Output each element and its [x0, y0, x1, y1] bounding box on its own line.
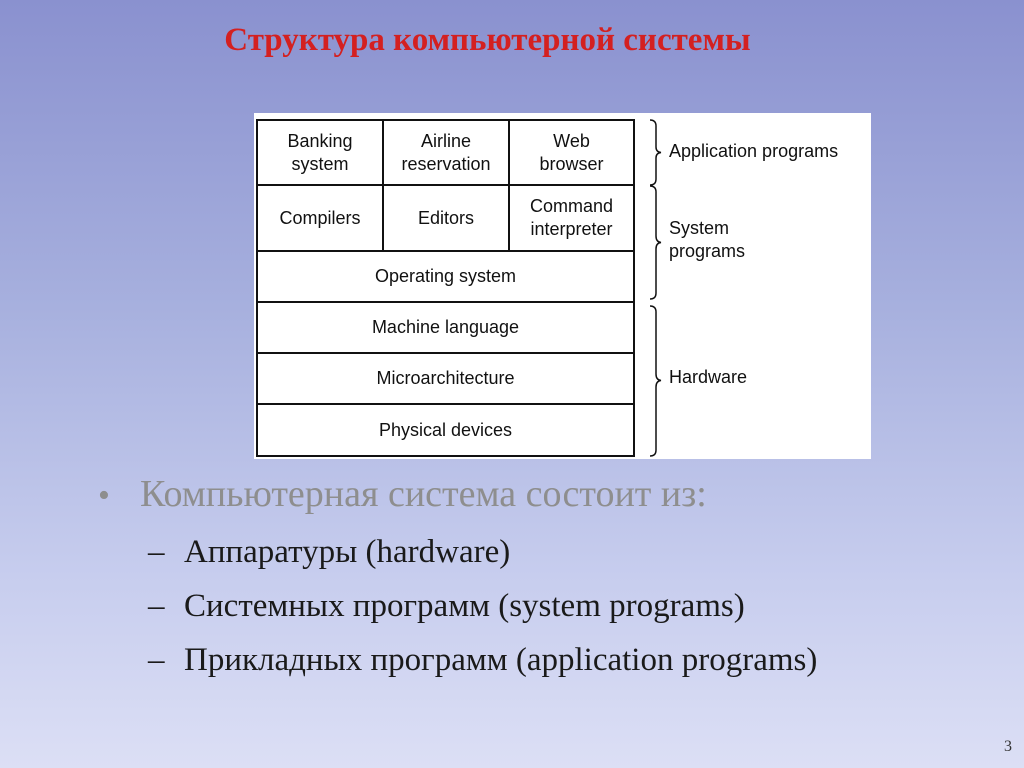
- bullet-dot-icon: •: [98, 477, 110, 514]
- sub-bullet-text: Системных программ (system programs): [184, 588, 745, 624]
- cell-operating-system: Operating system: [256, 250, 635, 303]
- label-application-programs: Application programs: [669, 141, 839, 161]
- main-bullet-text: Компьютерная система состоит из:: [140, 473, 707, 515]
- application-brace: [648, 119, 662, 186]
- sub-bullet-application-programs: [148, 642, 998, 696]
- cell-banking-system: Banking system: [256, 119, 384, 186]
- system-brace: [648, 185, 662, 300]
- computer-structure-diagram: [254, 113, 871, 459]
- sub-bullet-system-programs: [148, 588, 998, 642]
- sub-bullet-hardware: [148, 534, 998, 588]
- label-hardware: Hardware: [669, 367, 748, 387]
- cell-editors: Editors: [382, 184, 510, 252]
- slide-title: Структура компьютерной системы: [224, 22, 751, 58]
- page-number: 3: [1004, 738, 1012, 755]
- dash-icon: –: [148, 642, 165, 678]
- bullet-list: [98, 472, 998, 696]
- sub-bullet-text: Аппаратуры (hardware): [184, 534, 511, 570]
- cell-web-browser: Web browser: [508, 119, 635, 186]
- hardware-brace: [648, 305, 662, 457]
- dash-icon: –: [148, 588, 165, 624]
- cell-compilers: Compilers: [256, 184, 384, 252]
- cell-microarchitecture: Microarchitecture: [256, 352, 635, 405]
- main-bullet: [98, 472, 998, 534]
- cell-airline-reservation: Airline reservation: [382, 119, 510, 186]
- dash-icon: –: [148, 534, 165, 570]
- sub-bullet-text: Прикладных программ (application programs): [184, 642, 818, 678]
- label-system-programs: System programs: [669, 218, 746, 261]
- cell-machine-language: Machine language: [256, 301, 635, 354]
- cell-command-interpreter: Command interpreter: [508, 184, 635, 252]
- cell-physical-devices: Physical devices: [256, 403, 635, 457]
